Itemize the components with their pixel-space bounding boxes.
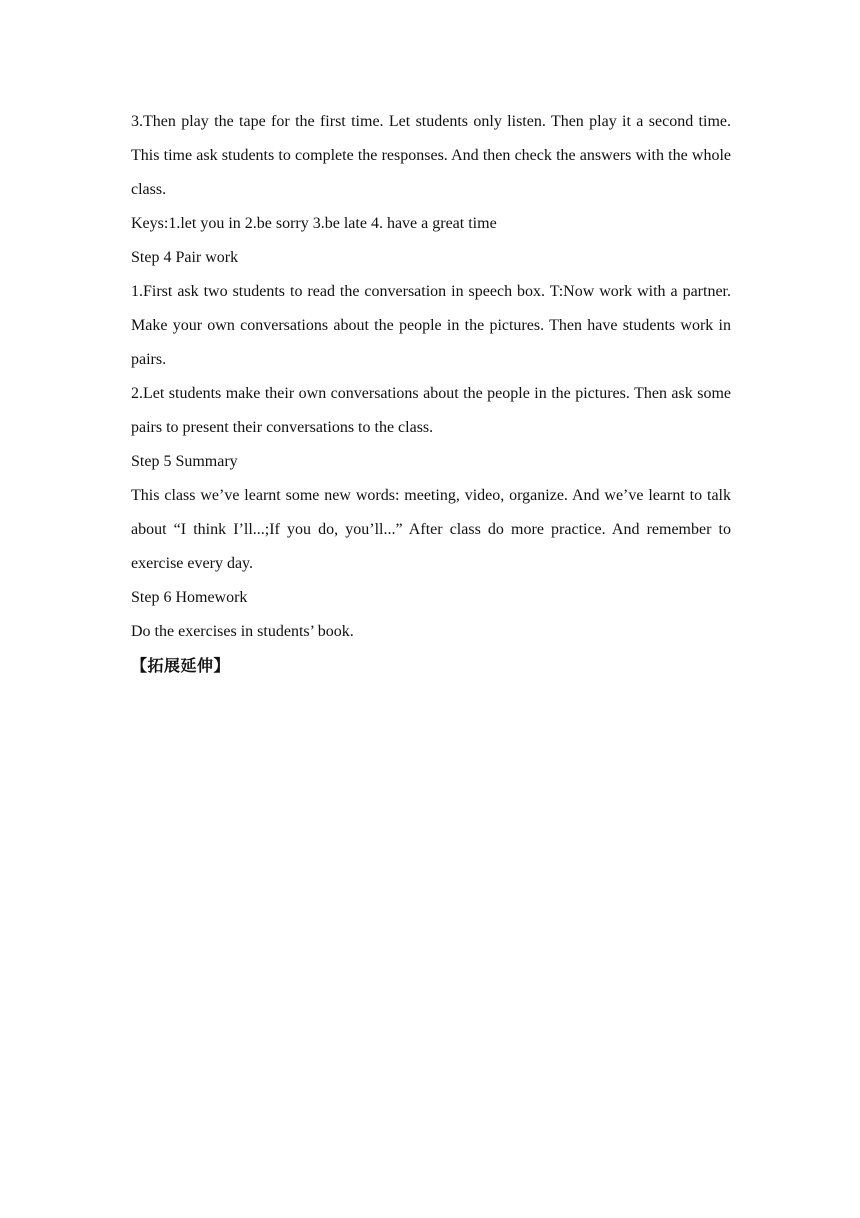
document-page [131, 105, 731, 683]
paragraph-step5-summary: This class we’ve learnt some new words: meeting, video, organize. And we’ve learnt to talk about “I think I’ll...;If you do, you’ll...” After class do more practice. And remember to exercise every day. [131, 487, 731, 572]
paragraph-step6-homework: Do the exercises in students’ book. [131, 623, 354, 640]
step5-title: Step 5 Summary [131, 453, 238, 470]
paragraph-step4-item1: 1.First ask two students to read the conversation in speech box. T:Now work with a partner. Make your own conversations about the people in the pictures. Then have students work in pairs. [131, 283, 731, 368]
step6-title: Step 6 Homework [131, 589, 248, 606]
paragraph-step3-item3: 3.Then play the tape for the first time. Let students only listen. Then play it a second time. This time ask students to complete the responses. And then check the answers with the whole class. [131, 113, 731, 198]
answer-keys: Keys:1.let you in 2.be sorry 3.be late 4. have a great time [131, 215, 497, 232]
extension-heading: 【拓展延伸】 [131, 656, 231, 675]
paragraph-step4-item2: 2.Let students make their own conversations about the people in the pictures. Then ask some pairs to present their conversations to the class. [131, 385, 731, 436]
step4-title: Step 4 Pair work [131, 249, 239, 266]
